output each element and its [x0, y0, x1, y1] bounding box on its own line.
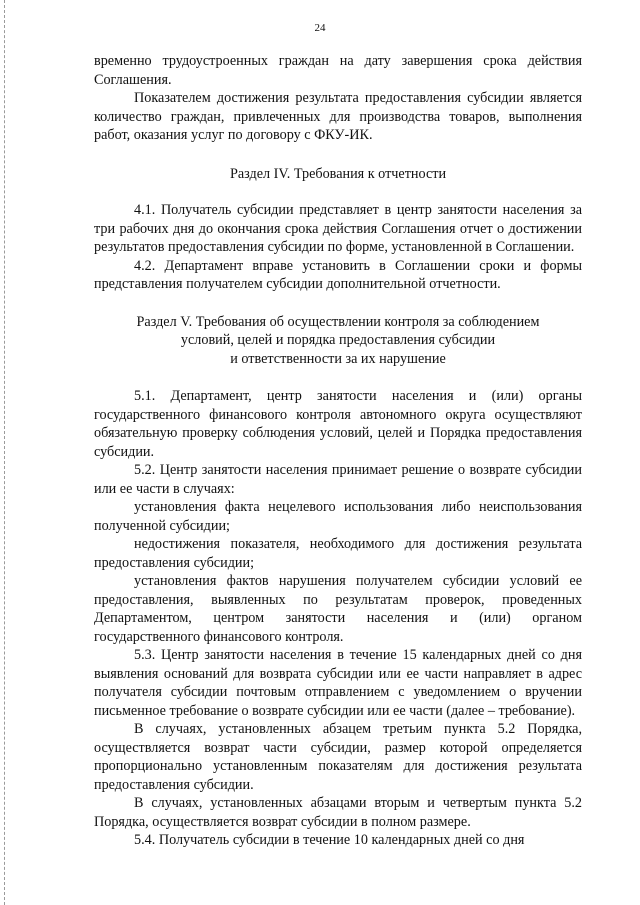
section-5-heading-line: и ответственности за их нарушение: [230, 350, 446, 367]
paragraph: Показателем достижения результата предоставления субсидии является количество граждан, привлеченных для производства товаров, выполнения работ, оказания услуг по договору с ФКУ-ИК.: [94, 90, 582, 143]
paragraph: В случаях, установленных абзацами вторым и четвертым пункта 5.2 Порядка, осуществляется возврат субсидии в полном размере.: [94, 795, 582, 830]
document-body: [94, 52, 582, 850]
paragraph-5-4: 5.4. Получатель субсидии в течение 10 календарных дней со дня: [134, 832, 525, 848]
section-5-heading-line: условий, целей и порядка предоставления субсидии: [180, 332, 496, 348]
paragraph-case: установления фактов нарушения получателем субсидии условий ее предоставления, выявленных по результатам проверок, проведенных Департаментом, центром занятости населения и (или) органом государственного финансового контроля.: [94, 573, 582, 645]
paragraph-5-2: 5.2. Центр занятости населения принимает решение о возврате субсидии или ее части в случаях:: [94, 462, 582, 497]
paragraph-continuation: временно трудоустроенных граждан на дату завершения срока действия Соглашения.: [94, 53, 582, 88]
paragraph-case: недостижения показателя, необходимого для достижения результата предоставления субсидии;: [94, 536, 582, 571]
paragraph-5-1: 5.1. Департамент, центр занятости населения и (или) органы государственного финансового контроля автономного округа осуществляют обязательную проверку соблюдения условий, целей и Порядка предоставления субсидии.: [94, 388, 582, 460]
paragraph-4-1: 4.1. Получатель субсидии представляет в центр занятости населения за три рабочих дня до окончания срока действия Соглашения отчет о достижении результатов предоставления субсидии по форме, установленной в Соглашении.: [94, 202, 582, 255]
paragraph: В случаях, установленных абзацем третьим пункта 5.2 Порядка, осуществляется возврат части субсидии, размер которой определяется пропорционально установленным показателям для достижения результата предоставления субсидии.: [94, 721, 582, 793]
paragraph-case: установления факта нецелевого использования либо неиспользования полученной субсидии;: [94, 499, 582, 534]
section-5-heading: [94, 313, 582, 369]
page-number: 24: [314, 22, 326, 34]
paragraph-4-2: 4.2. Департамент вправе установить в Соглашении сроки и формы представления получателем субсидии дополнительной отчетности.: [94, 257, 582, 292]
section-4-heading: Раздел IV. Требования к отчетности: [229, 165, 447, 182]
paragraph-5-3: 5.3. Центр занятости населения в течение 15 календарных дней со дня выявления оснований для возврата субсидии или ее части направляет в адрес получателя субсидии почтовым отправлением с уведомлением о вручении письменное требование о возврате субсидии или ее части (далее – требование).: [94, 647, 582, 719]
scan-edge-line: [4, 0, 6, 905]
section-5-heading-line: Раздел V. Требования об осуществлении контроля за соблюдением: [136, 313, 540, 330]
